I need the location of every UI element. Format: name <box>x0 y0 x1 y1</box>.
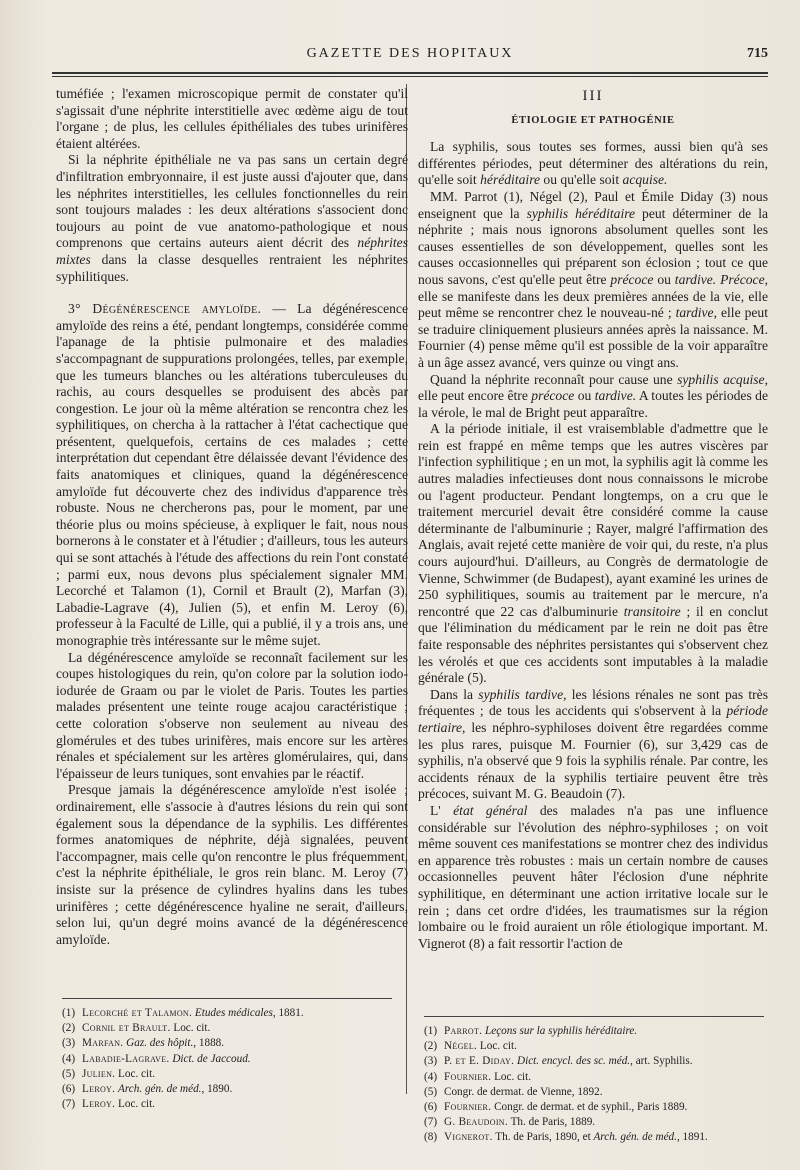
paragraph: Dans la syphilis tardive, les lésions rénales ne sont pas très fréquentes ; de tous les accidents qui s'observent à la période tertiaire, les néphro-syphiloses doivent être regardées comme les plus rares, puisque M. Fournier (6), sur 3,429 cas de syphilis, n'a observé que 9 fois la syphilis rénale. Par contre, les accidents rénaux de la syphilis tertiaire peuvent être très précoces, suivant M. G. Beaudoin (7). <box>418 686 769 802</box>
page-header <box>52 44 768 66</box>
footnote <box>62 1036 392 1051</box>
footnote-number: (2) <box>62 1022 76 1035</box>
footnote-author: Marfan. <box>82 1037 124 1050</box>
paragraph: Quand la néphrite reconnaît pour cause une syphilis acquise, elle peut encore être précoce ou tardive. A toutes les périodes de la vérole, le mal de Bright peut apparaître. <box>418 371 769 420</box>
footnote-author: Cornil et Brault. <box>82 1022 171 1035</box>
paragraph: A la période initiale, il est vraisemblable d'admettre que le rein est frappé en même temps que les autres viscères par l'infection syphilitique ; en un mot, la syphilis agit là comme les autres maladies infectieuses dont nous connaissons le microbe ou l'agent producteur. Pendant longtemps, on a cru que le traitement mercuriel devait être considéré comme la cause déterminante de l'albuminurie ; Rayer, malgré l'affirmation des Anglais, avait rejeté cette manière de voir qui, du reste, n'a plus cours aujourd'hui. D'ailleurs, au Congrès de dermatologie de Vienne, Schwimmer (de Budapest), ayant examiné les urines de 250 syphilitiques, soumis au traitement par le mercure, n'a rencontré que 22 cas d'albuminurie transitoire ; il en conclut que l'élimination du médicament par le rein ne doit pas être faite responsable des néphrites persistantes qui s'observent chez les vérolés et que ces accidents sont imputables à la maladie générale (5). <box>418 421 768 686</box>
footnote-text: Loc. cit. <box>170 1022 211 1035</box>
footnote-author: Leroy. <box>82 1098 116 1111</box>
section-heading: 3° Dégénérescence amyloïde. <box>68 301 262 317</box>
header-rule <box>52 72 768 77</box>
footnote-author: Négel. <box>444 1040 478 1053</box>
footnote-number: (6) <box>62 1083 76 1096</box>
right-column <box>418 86 768 952</box>
footnote-author: Labadie-Lagrave. <box>82 1052 170 1065</box>
paragraph: L' état général des malades n'a pas une influence considérable sur l'évolution des néphro-syphiloses ; on voit même souvent ces manifestations se montrer chez des individus en apparence très robustes : mais un certain nombre de causes occasionnelles peuvent hâter l'éclosion d'une néphrite syphilitique, en déterminant une action irritative locale sur le rein ; dans cet ordre d'idées, les traumatismes sur la région lombaire ou le froid auraient un rôle étiologique important. M. Vignerot (8) a fait ressortir l'action de <box>418 802 768 951</box>
footnote-text: Th. de Paris, 1889. <box>507 1116 596 1129</box>
footnote-number: (1) <box>62 1007 76 1019</box>
paragraph: Presque jamais la dégénérescence amyloïde n'est isolée ; ordinairement, elle s'associe à d'autres lésions du rein qui sont également sous la dépendance de la syphilis. Les différentes formes anatomiques de néphrite, déjà signalées, peuvent l'accompagner, mais celle qu'on rencontre le plus fréquemment, c'est la néphrite épithéliale, le gros rein blanc. M. Leroy (7) insiste sur la présence de cylindres hyalins dans les tubes urinifères ; cette dégénérescence hyaline ne serait, d'ailleurs, selon lui, qu'un degré moins avancé de la dégénérescence amyloïde. <box>56 782 408 947</box>
footnote-author: Fournier. <box>444 1101 492 1114</box>
footnote-number: (2) <box>424 1040 438 1053</box>
footnotes-left <box>62 1006 392 1112</box>
footnote-number: (6) <box>424 1101 438 1114</box>
footnote-number: (8) <box>424 1131 438 1144</box>
footnote <box>424 1100 764 1115</box>
footnote-title: Dict. encycl. des sc. méd. <box>517 1055 631 1068</box>
footnote-title: Arch. gén. de méd. <box>593 1131 677 1144</box>
running-title: GAZETTE DES HOPITAUX <box>306 46 514 61</box>
footnote-number: (7) <box>62 1098 76 1111</box>
paragraph: MM. Parrot (1), Négel (2), Paul et Émile Diday (3) nous enseignent que la syphilis héréditaire peut déterminer de la néphrite ; mais nous ignorons absolument quelles sont les causes essentielles de son développement, quelles sont les causes occasionnelles qui préparent son éclosion ; tout ce que nous savons, c'est qu'elle peut être précoce ou tardive. Précoce, elle se manifeste dans les deux premières années de la vie, elle peut même se rencontrer chez le nouveau-né ; tardive, elle peut se traduire cliniquement plusieurs années après la naissance. M. Fournier (4) pense même qu'il est possible de la voir apparaître à un âge assez avancé, vers quinze ou vingt ans. <box>418 188 769 370</box>
footnote-title: Etudes médicales <box>194 1007 273 1019</box>
footnote-title: Arch. gén. de méd. <box>118 1083 202 1096</box>
page-number: 715 <box>747 46 768 61</box>
section-title: ÉTIOLOGIE ET PATHOGÉNIE <box>511 114 675 126</box>
paragraph: La syphilis, sous toutes ses formes, aussi bien qu'à ses différentes périodes, peut déterminer des altérations du rein, qu'elle soit héréditaire ou qu'elle soit acquise. <box>418 139 768 188</box>
footnote-title: Gaz. des hôpit. <box>126 1037 194 1050</box>
footnote-number: (3) <box>62 1037 76 1050</box>
footnote-title: Leçons sur la syphilis héréditaire. <box>485 1025 638 1037</box>
paragraph: 3° Dégénérescence amyloïde. — La dégénérescence amyloïde des reins a été, pendant longtemps, considérée comme l'apanage de la phtisie pulmonaire et des maladies s'accompagnant de suppurations prolongées, telles, par exemple, que les tumeurs blanches ou les altérations tuberculeuses du rachis, au cours desquelles se produisent des abcès par congestion. Le jour où la même altération se rencontra chez les syphilitiques, on chercha à la rattacher à l'état cachectique que présentent, quelquefois, certains de ces malades ; cette interprétation dut cependant être délaissée devant l'évidence des faits anatomiques et cliniques, quand la dégénérescence amyloïde fut découverte chez des individus d'apparence très robuste. Nous ne chercherons pas, pour le moment, par une théorie plus ou moins spécieuse, à expliquer le fait, nous nous bornerons à le constater et à l'étudier ; d'ailleurs, tous les auteurs qui se sont attachés à l'étude des affections du rein l'ont constaté ; parmi eux, nous devons plus spécialement signaler MM. Lecorché et Talamon (1), Cornil et Brault (2), Marfan (3), Labadie-Lagrave (4), Julien (5), et enfin M. Leroy (6), professeur à la Faculté de Lille, qui a publié, il y a trois ans, une monographie très intéressante sur le même sujet. <box>56 301 408 648</box>
footnote-text: Th. de Paris, 1890, et <box>492 1131 594 1144</box>
footnote <box>62 1082 392 1097</box>
footnote <box>62 1006 392 1021</box>
paragraph: Si la néphrite épithéliale ne va pas sans un certain degré d'infiltration embryonnaire, il est juste aussi d'ajouter que, dans les néphrites interstitielles, les cellules fonctionnelles du rein sont toujours malades : les deux altérations s'associent donc toujours au point de vue anatomo-pathologique et nous comprenons que certains auteurs aient décrit des néphrites mixtes dans la classe desquelles rentraient les néphrites syphilitiques. <box>56 152 408 284</box>
footnote-tail: , 1890. <box>201 1083 233 1096</box>
footnote <box>62 1067 392 1082</box>
footnote <box>424 1115 764 1130</box>
footnote <box>62 1021 392 1036</box>
footnote <box>62 1097 392 1112</box>
footnote-text: Loc. cit. <box>491 1070 532 1083</box>
footnote <box>424 1024 764 1039</box>
footnote-number: (7) <box>424 1116 438 1129</box>
footnote-title: Dict. de Jaccoud. <box>172 1052 251 1065</box>
footnote-rule-left <box>62 998 392 999</box>
footnote-author: P. et E. Diday. <box>444 1055 515 1068</box>
footnote-text: Congr. de dermat. de Vienne, 1892. <box>444 1085 603 1098</box>
paragraph: tuméfiée ; l'examen microscopique permit de constater qu'il s'agissait d'une néphrite interstitielle avec œdème aigu de tout l'organe ; de plus, les cellules épithéliales des tubes urinifères étaient altérées. <box>56 86 408 151</box>
footnote <box>62 1052 392 1067</box>
section-number: III <box>582 88 604 104</box>
footnote-tail: , 1891. <box>676 1131 708 1144</box>
footnote-tail: , art. Syphilis. <box>630 1055 693 1068</box>
footnote-author: Julien. <box>82 1067 116 1080</box>
footnote <box>424 1130 764 1145</box>
footnote-author: G. Beaudoin. <box>444 1116 508 1129</box>
footnote-number: (1) <box>424 1025 438 1037</box>
footnote-number: (5) <box>424 1085 438 1098</box>
footnote-number: (3) <box>424 1055 438 1068</box>
footnote-number: (5) <box>62 1067 76 1080</box>
footnote-rule-right <box>424 1016 764 1017</box>
paragraph: La dégénérescence amyloïde se reconnaît facilement sur les coupes histologiques du rein, qu'on colore par la solution iodo-iodurée de Graam ou par le violet de Paris. Toutes les parties malades présentent une teinte rouge acajou caractéristique ; cette coloration s'observe non seulement au niveau des glomérules et des tubes urinifères, mais encore sur les artères rénales et spécialement sur les artères glomérulaires, qui, dans l'épaisseur de leurs tuniques, sont envahies par le réactif. <box>56 649 408 781</box>
footnote-text: Loc. cit. <box>115 1067 156 1080</box>
left-column <box>56 86 408 948</box>
footnote <box>424 1039 764 1054</box>
footnote <box>424 1054 764 1069</box>
footnote <box>424 1085 764 1100</box>
footnote-author: Fournier. <box>444 1070 492 1083</box>
footnote-text: Loc. cit. <box>115 1098 155 1111</box>
footnote-author: Leroy. <box>82 1083 116 1096</box>
footnote-text: Loc. cit. <box>477 1040 517 1053</box>
footnote-number: (4) <box>62 1052 76 1065</box>
footnote-tail: , 1888. <box>193 1037 225 1050</box>
footnote-number: (4) <box>424 1070 438 1083</box>
footnote <box>424 1070 764 1085</box>
footnote-tail: , 1881. <box>272 1007 304 1019</box>
footnote-author: Vignerot. <box>444 1131 493 1144</box>
footnotes-right <box>424 1024 764 1146</box>
footnote-text: Congr. de dermat. et de syphil., Paris 1889. <box>491 1101 688 1114</box>
footnote-author: Lecorché et Talamon. <box>82 1007 193 1019</box>
footnote-author: Parrot. <box>444 1025 483 1037</box>
